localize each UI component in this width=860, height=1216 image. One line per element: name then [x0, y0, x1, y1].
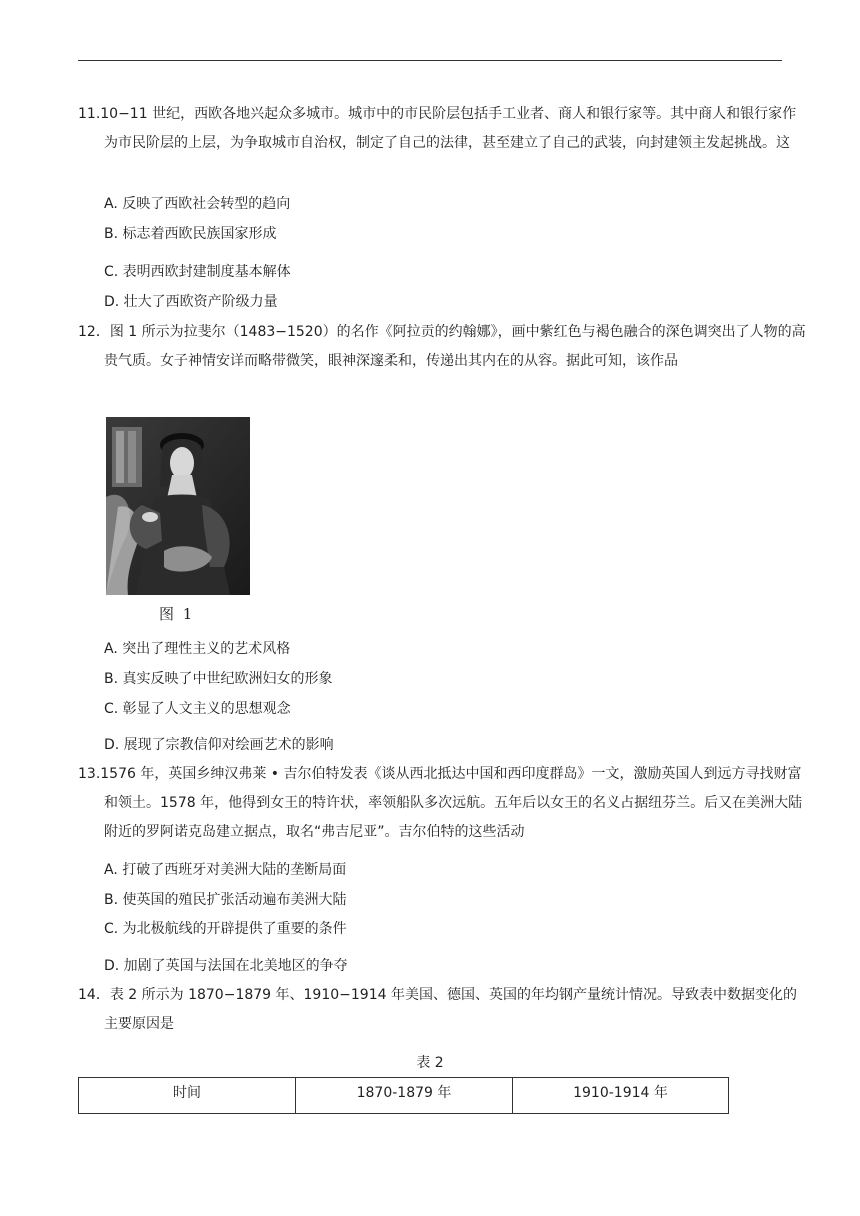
question-11-text: 10−11 世纪，西欧各地兴起众多城市。城市中的市民阶层包括手工业者、商人和银行家等。其中商人和银行家作为市民阶层的上层，为争取城市自治权，制定了自己的法律，甚至建立了自己的武装，向封建领主发起挑战。这: [100, 106, 797, 151]
question-12-text: 图 1 所示为拉斐尔（1483−1520）的名作《阿拉贡的约翰娜》，画中紫红色与褐色融合的深色调突出了人物的高贵气质。女子神情安详而略带微笑，眼神深邃柔和，传递出其内在的从容。据此可知，该作品: [104, 324, 806, 369]
question-13-number: 13.: [78, 766, 101, 782]
table-2-caption: 表 2: [416, 1055, 444, 1071]
q13-option-c[interactable]: C. 为北极航线的开辟提供了重要的条件: [104, 921, 347, 937]
q13-option-b[interactable]: B. 使英国的殖民扩张活动遍布美洲大陆: [104, 892, 347, 908]
question-14-number: 14．: [78, 987, 110, 1003]
q11-option-d[interactable]: D. 壮大了西欧资产阶级力量: [104, 294, 278, 310]
q11-option-a[interactable]: A. 反映了西欧社会转型的趋向: [104, 196, 291, 212]
table-header-1910s: 1910-1914 年: [513, 1078, 729, 1114]
header-rule: [78, 60, 782, 61]
question-12-number: 12．: [78, 324, 110, 340]
figure-1-caption: 图 1: [159, 605, 195, 623]
q13-option-d[interactable]: D. 加剧了英国与法国在北美地区的争夺: [104, 958, 348, 974]
question-13: [78, 760, 809, 847]
table-header-time: 时间: [79, 1078, 296, 1114]
question-12: [78, 318, 809, 376]
q11-option-c[interactable]: C. 表明西欧封建制度基本解体: [104, 264, 291, 280]
q12-option-b[interactable]: B. 真实反映了中世纪欧洲妇女的形象: [104, 671, 333, 687]
q12-option-d[interactable]: D. 展现了宗教信仰对绘画艺术的影响: [104, 737, 334, 753]
q11-option-b[interactable]: B. 标志着西欧民族国家形成: [104, 226, 277, 242]
table-2: [78, 1077, 729, 1114]
table-header-row: [79, 1078, 729, 1114]
question-13-text: 1576 年，英国乡绅汉弗莱 • 吉尔伯特发表《谈从西北抵达中国和西印度群岛》一文，激励英国人到远方寻找财富和领土。1578 年，他得到女王的特许状，率领船队多次远航。五年后以女王的名义占据纽芬兰。后又在美洲大陆附近的罗阿诺克岛建立据点，取名“弗吉尼亚”。吉尔伯特的这些活动: [100, 766, 803, 840]
painting-figure: [106, 417, 250, 595]
q12-option-a[interactable]: A. 突出了理性主义的艺术风格: [104, 641, 291, 657]
q12-option-c[interactable]: C. 彰显了人文主义的思想观念: [104, 701, 291, 717]
question-14-text: 表 2 所示为 1870−1879 年、1910−1914 年美国、德国、英国的年均钢产量统计情况。导致表中数据变化的主要原因是: [104, 987, 797, 1032]
question-11-number: 11.: [78, 106, 101, 122]
question-14: [78, 981, 809, 1039]
table-header-1870s: 1870-1879 年: [296, 1078, 513, 1114]
q13-option-a[interactable]: A. 打破了西班牙对美洲大陆的垄断局面: [104, 862, 347, 878]
question-11: [78, 100, 809, 158]
